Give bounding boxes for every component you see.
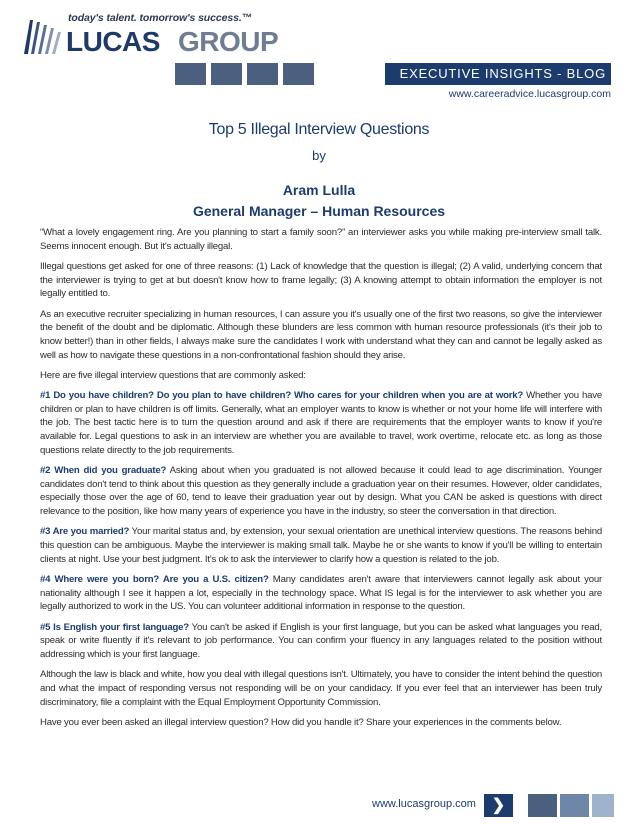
question-3-label: #3 Are you married? <box>40 526 130 538</box>
article-body <box>40 226 602 736</box>
question-4 <box>40 573 602 614</box>
paragraph-conclusion: Although the law is black and white, how you deal with illegal questions isn't. Ultimately, you have to consider the intent behind the question and what the impact of responding versus not responding will be on your candidacy. If you ever feel that an interviewer has been truly discriminatory, file a complaint with the Equal Employment Opportunity Commission. <box>40 669 602 708</box>
byline-by: by <box>312 148 326 163</box>
question-3-text: Your marital status and, by extension, your sexual orientation are unethical interview questions. The reasons behind this question can be ambiguous. Maybe the interviewer is making small talk. Maybe he or she wants to know if you'll be willing to entertain clients at night. Use your best judgment. It's ok to ask the interviewer to clarify how a question is related to the job. <box>40 526 603 565</box>
question-3 <box>40 525 602 566</box>
paragraph-recruiter: As an executive recruiter specializing in human resources, I can assure you it's usually one of the first two reasons, so give the interviewer the benefit of the doubt and be diplomatic. Although these blunders are less common with human resource professionals (it's their job to know better!) than in other fields, I always make sure the candidates I work with understand what they can and cannot be legally asked as well as how to navigate these questions in a non-confrontational fashion should they arise. <box>40 308 602 361</box>
question-4-text: Many candidates aren't aware that interviewers cannot legally ask about your nationality although I see it happen a lot, especially in the technology space. What IS legal is for the interviewer to ask whether you are legally authorized to work in the US. You can volunteer additional information in response to the question. <box>40 573 602 613</box>
author-role: General Manager – Human Resources <box>192 203 446 219</box>
question-4-label: #4 Where were you born? Are you a U.S. citizen? <box>40 573 269 585</box>
logo-tagline: today's talent. tomorrow's success.™ <box>68 12 253 24</box>
footer-next-arrow-icon[interactable]: ❯ <box>484 794 513 817</box>
question-2 <box>40 464 602 519</box>
header-square <box>247 63 278 85</box>
footer-square <box>592 794 614 817</box>
paragraph-reasons: Illegal questions get asked for one of three reasons: (1) Lack of knowledge that the question is illegal; (2) A valid, underlying concern that the interviewer is trying to get at but doesn't know how to frame legally; (3) A knowing attempt to obtain information the employer is not legally entitled to. <box>40 260 602 300</box>
author-name: Aram Lulla <box>282 182 356 198</box>
question-2-label: #2 When did you graduate? <box>40 465 167 477</box>
question-2-text: Asking about when you graduated is not allowed because it could lead to age discrimination. Younger candidates don't tend to think about this question as they generally include a graduation year on their resumes. However, older candidates, especially those over the age of 60, tend to leave their graduation year out by design. What you CAN be asked is questions with direct relevance to the position, like how many years of experience you have in the industry, so steer the conversation in that direction. <box>40 465 603 518</box>
question-5-label: #5 Is English your first language? <box>40 621 189 633</box>
question-1-label: #1 Do you have children? Do you plan to have children? Who cares for your children when you are at work? <box>40 390 524 402</box>
footer-url-link[interactable]: www.lucasgroup.com <box>372 798 476 810</box>
header-square <box>283 63 314 85</box>
logo-group-text: GROUP <box>178 26 279 57</box>
article-title: Top 5 Illegal Interview Questions <box>208 121 430 138</box>
paragraph-list-intro: Here are five illegal interview questions that are commonly asked: <box>40 369 306 381</box>
header-square <box>175 63 206 85</box>
question-5-text: You can't be asked if English is your first language, but you can be asked what languages you read, speak or write fluently if it's relevant to job performance. You can confirm your fluency in any languages related to the position without addressing which is your first language. <box>40 621 602 660</box>
question-1 <box>40 389 602 458</box>
footer-square <box>560 794 589 817</box>
question-1-text: Whether you have children or plan to have children is off limits. Generally, what an employer wants to know is whether or not your home life will interfere with the job. The best tactic here is to turn the question around and ask if there are requirements that the employer wants to know if you're available for. Legal questions to ask in an interview are whether you are available to travel, work overtime, relocate etc. as long as those questions relate directly to the job requirements. <box>40 390 602 456</box>
paragraph-call-to-action: Have you ever been asked an illegal interview question? How did you handle it? Share your experiences in the comments below. <box>40 716 562 728</box>
question-5 <box>40 621 602 662</box>
footer-square <box>528 794 557 817</box>
header-square <box>211 63 242 85</box>
logo-fan-icon <box>20 16 64 56</box>
paragraph-intro: “What a lovely engagement ring. Are you planning to start a family soon?” an interviewer asks you while making pre-interview small talk. Seems innocent enough. But it's actually illegal. <box>40 227 602 252</box>
executive-insights-band: EXECUTIVE INSIGHTS - BLOG <box>385 63 611 85</box>
blog-url-link[interactable]: www.careeradvice.lucasgroup.com <box>448 88 611 100</box>
logo-lucas-text: LUCAS <box>66 26 160 57</box>
